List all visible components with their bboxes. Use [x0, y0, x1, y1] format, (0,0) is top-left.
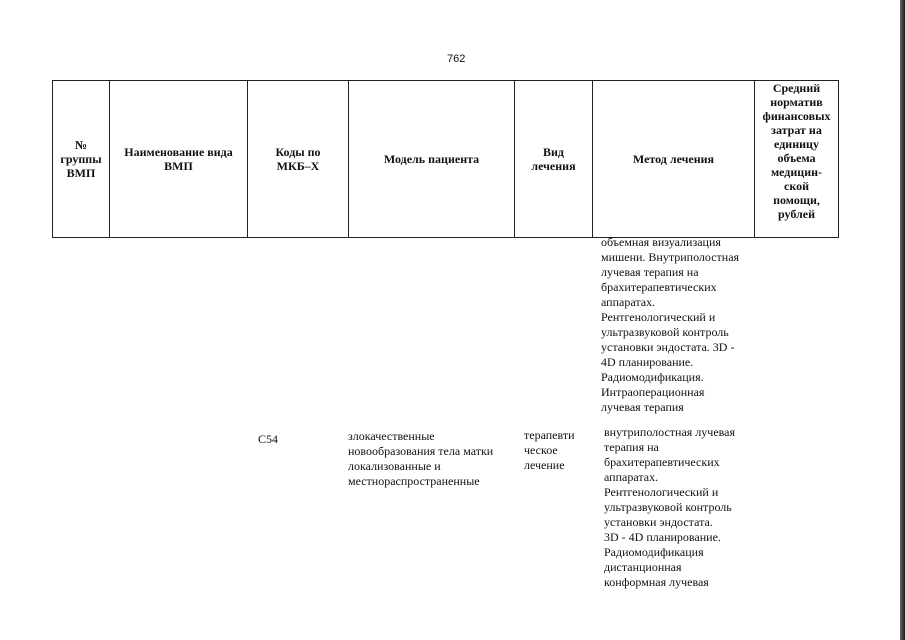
row-1-treatment-method: объемная визуализация мишени. Внутриполостная лучевая терапия на брахитерапевтических аппаратах. Рентгенологический и ультразвуковой контроль установки эндостата. 3D - 4D планирование. Радиомодификация. Интраоперационная лучевая терапия	[601, 235, 740, 414]
table-header	[52, 80, 839, 238]
row-2-patient-model: злокачественные новообразования тела матки локализованные и местнораспространенные	[348, 429, 494, 488]
header-patient-model: Модель пациента	[349, 81, 515, 238]
row-2-icd-code: C54	[258, 432, 279, 446]
header-treatment-method: Метод лечения	[593, 81, 755, 238]
header-group-no: № группы ВМП	[53, 81, 110, 238]
header-icd-codes: Коды по МКБ–X	[248, 81, 349, 238]
row-2-treatment-method: внутриполостная лучевая терапия на брахитерапевтических аппаратах. Рентгенологический и ультразвуковой контроль установки эндостата. 3D - 4D планирование. Радиомодификация дистанционная конформная лучевая	[604, 425, 735, 589]
scan-edge	[900, 0, 905, 640]
header-row	[53, 81, 839, 238]
page-number: 762	[447, 53, 466, 65]
header-treatment-type: Вид лечения	[515, 81, 593, 238]
row-2-treatment-type: терапевти ческое лечение	[524, 428, 575, 472]
header-vmp-name: Наименование вида ВМП	[110, 81, 248, 238]
header-avg-cost: Средний норматив финансовых затрат на единицу объема медицин- ской помощи, рублей	[755, 81, 839, 238]
